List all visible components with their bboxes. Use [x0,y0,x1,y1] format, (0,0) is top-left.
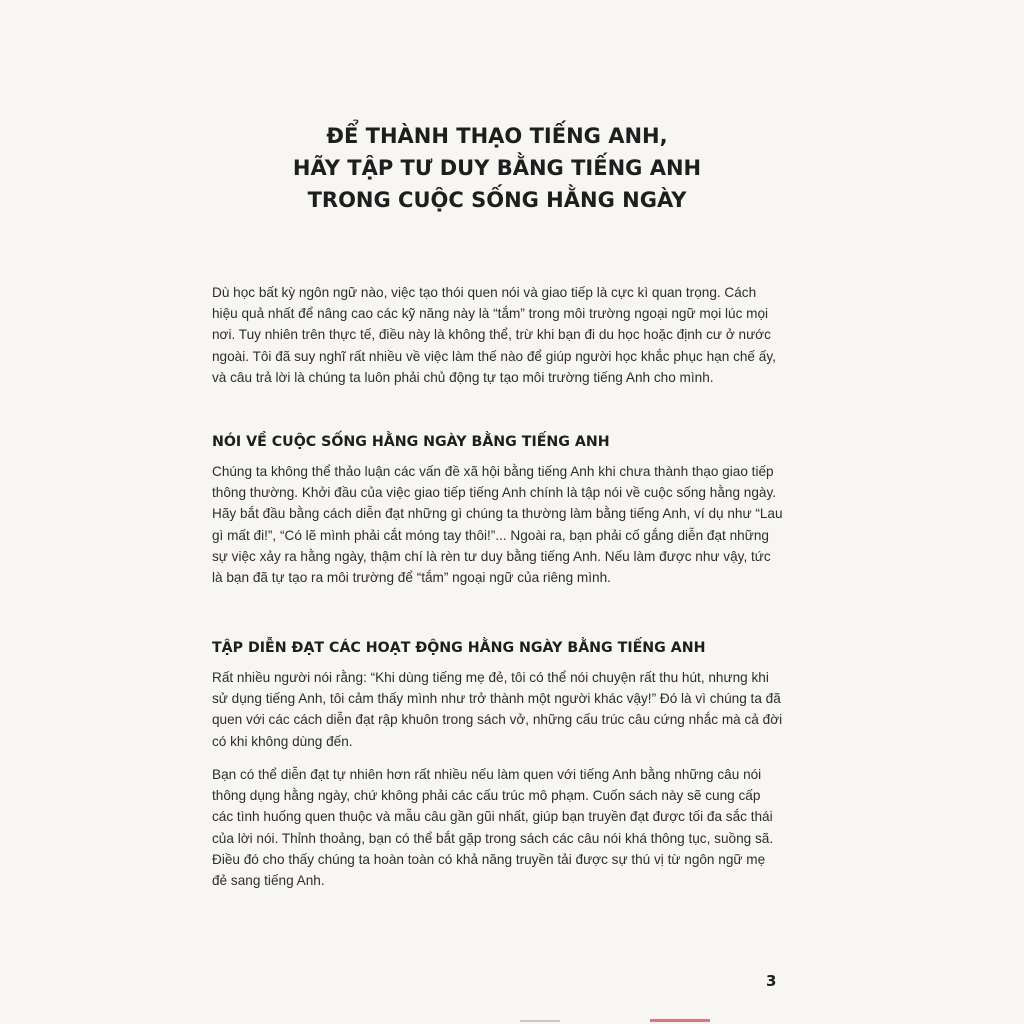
title-line-2: HÃY TẬP TƯ DUY BẰNG TIẾNG ANH [292,156,702,180]
section-heading-daily-activities: TẬP DIỄN ĐẠT CÁC HOẠT ĐỘNG HẰNG NGÀY BẰNG TIẾNG ANH [212,640,706,656]
section-paragraph-daily-life: Chúng ta không thể thảo luận các vấn đề xã hội bằng tiếng Anh khi chưa thành thạo giao tiếp thông thường. Khởi đầu của việc giao tiếp tiếng Anh chính là tập nói về cuộc sống hằng ngày. Hãy bắt đầu bằng cách diễn đạt những gì chúng ta thường làm bằng tiếng Anh, ví dụ như “Lau gì mất đi!”, “Có lẽ mình phải cắt móng tay thôi!”... Ngoài ra, bạn phải cố gắng diễn đạt những sự việc xảy ra hằng ngày, thậm chí là rèn tư duy bằng tiếng Anh. Nếu làm được như vậy, tức là bạn đã tự tạo ra môi trường để “tắm” ngoại ngữ của riêng mình. [212,464,783,586]
page-title [212,120,782,216]
bottom-edge-red-line [650,1019,710,1022]
section-paragraph-daily-activities-2: Bạn có thể diễn đạt tự nhiên hơn rất nhiều nếu làm quen với tiếng Anh bằng những câu nói thông dụng hằng ngày, chứ không phải các cấu trúc mô phạm. Cuốn sách này sẽ cung cấp các tình huống quen thuộc và mẫu câu gần gũi nhất, giúp bạn truyền đạt được tối đa sắc thái của lời nói. Thỉnh thoảng, bạn có thể bắt gặp trong sách các câu nói khá thông tục, suồng sã. Điều đó cho thấy chúng ta hoàn toàn có khả năng truyền tải được sự thú vị từ ngôn ngữ mẹ đẻ sang tiếng Anh. [212,767,774,889]
page-number: 3 [766,972,777,990]
section-heading-daily-life: NÓI VỀ CUỘC SỐNG HẰNG NGÀY BẰNG TIẾNG ANH [212,434,610,450]
intro-paragraph: Dù học bất kỳ ngôn ngữ nào, việc tạo thói quen nói và giao tiếp là cực kì quan trọng. Cách hiệu quả nhất để nâng cao các kỹ năng này là “tắm” trong môi trường ngoại ngữ mọi lúc mọi nơi. Tuy nhiên trên thực tế, điều này là không thể, trừ khi bạn đi du học hoặc định cư ở nước ngoài. Tôi đã suy nghĩ rất nhiều về việc làm thế nào để giúp người học khắc phục hạn chế ấy, và câu trả lời là chúng ta luôn phải chủ động tự tạo môi trường tiếng Anh cho mình. [212,285,776,385]
bottom-edge-gray-line [520,1020,560,1022]
bottom-edge-strip [520,1018,720,1024]
title-line-1: ĐỂ THÀNH THẠO TIẾNG ANH, [326,124,668,148]
section-paragraph-daily-activities-1: Rất nhiều người nói rằng: “Khi dùng tiếng mẹ đẻ, tôi có thể nói chuyện rất thu hút, nhưng khi sử dụng tiếng Anh, tôi cảm thấy mình như trở thành một người khác vậy!” Đó là vì chúng ta đã quen với các cách diễn đạt rập khuôn trong sách vở, những cấu trúc câu cứng nhắc mà cả đời có khi không dùng đến. [212,670,783,749]
title-line-3: TRONG CUỘC SỐNG HẰNG NGÀY [307,188,687,212]
